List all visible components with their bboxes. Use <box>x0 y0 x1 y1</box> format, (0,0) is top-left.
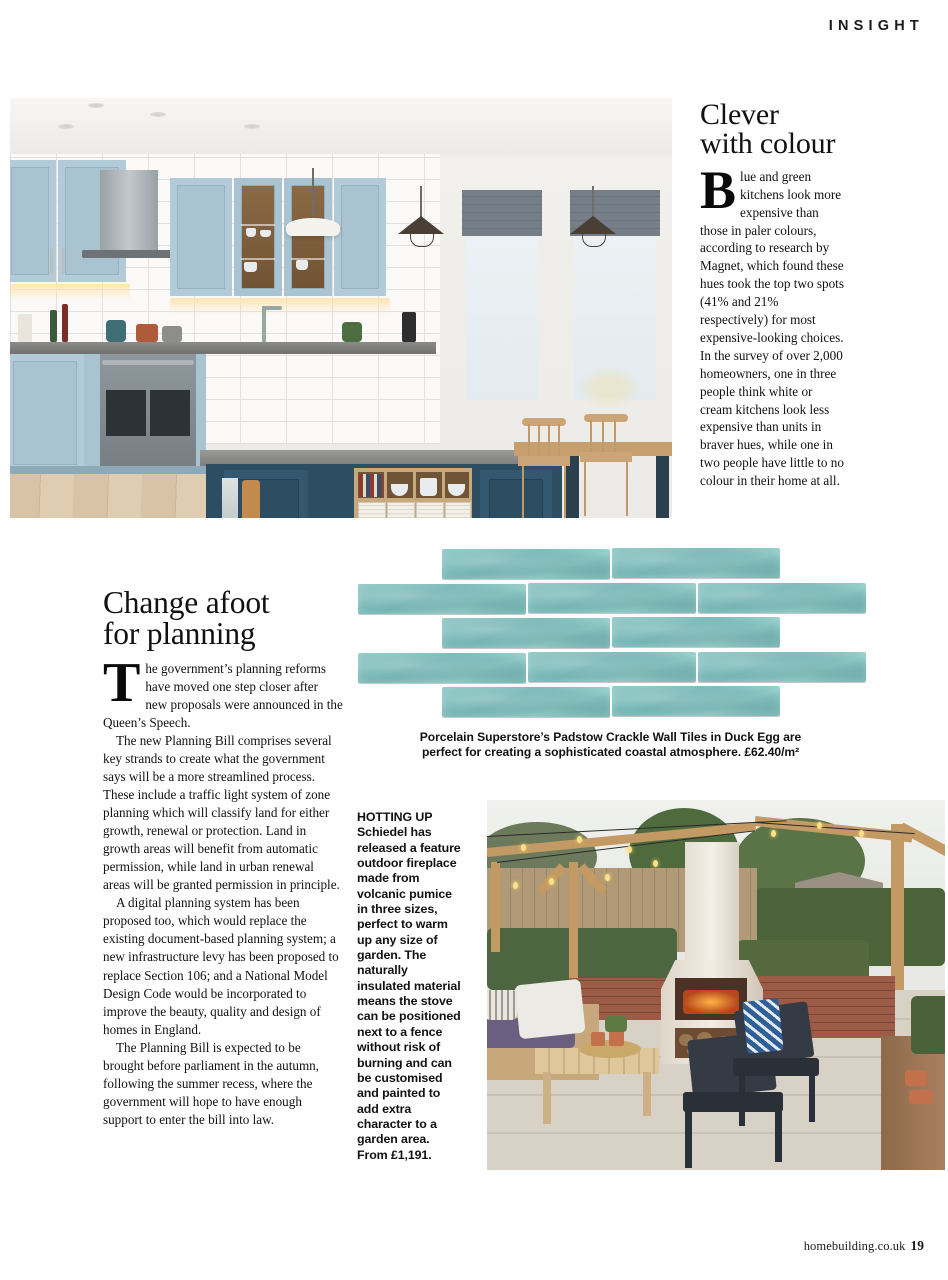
storage-basket <box>358 502 386 518</box>
clever-headline <box>700 100 846 159</box>
wall-tile <box>442 618 610 648</box>
clever-headline-line1: Clever <box>700 98 779 131</box>
table-leg <box>643 1072 651 1116</box>
base-cabinet <box>10 354 84 472</box>
hotting-up-sidebar <box>357 810 461 1163</box>
planning-headline-line1: Change afoot <box>103 585 270 620</box>
cabinet-shelf <box>241 224 275 226</box>
flowers <box>576 366 642 410</box>
oven-door <box>106 390 146 436</box>
countertop-plant <box>342 322 362 342</box>
wall-tile <box>612 548 780 578</box>
countertop-pan <box>136 324 158 342</box>
chair-spindle <box>558 424 560 458</box>
island-door <box>480 470 552 518</box>
clever-with-colour-article <box>700 100 846 490</box>
extractor-hood-lip <box>82 250 180 258</box>
drop-cap: T <box>103 651 141 714</box>
kitchen-tap <box>262 306 266 342</box>
chair-leg <box>739 1074 745 1126</box>
roman-blind <box>462 190 542 236</box>
planning-paragraph-2: The new Planning Bill comprises several key strands to create what the government says will be a more streamlined process. These include a traffic light system of zone planning which will classify land for either growth, renewal or protection. Land in growth areas will benefit from automatic permission, while land in urban renewal areas will be granted permission in principle. <box>103 732 340 893</box>
storage-basket <box>445 502 471 518</box>
planning-paragraph-4: The Planning Bill is expected to be brought before parliament in the autumn, following the summer recess, where the government will hope to have enough support to enter the bill into law. <box>103 1039 320 1127</box>
scatter-cushion <box>742 998 783 1053</box>
fireplace-chimney <box>685 842 739 962</box>
storage-basket <box>416 502 444 518</box>
fire <box>683 990 739 1014</box>
folio <box>0 1238 924 1254</box>
cookbooks <box>359 474 383 497</box>
crockery <box>244 262 257 272</box>
kitchen-ceiling <box>10 98 672 156</box>
countertop-bottle <box>50 310 57 342</box>
countertop-coffee-press <box>402 312 416 342</box>
planning-paragraph-1-text: he government’s planning reforms have moved one step closer after new proposals were announced in the Queen’s Speech. <box>103 660 343 730</box>
potted-plant <box>605 1016 627 1032</box>
tile-caption: Porcelain Superstore’s Padstow Crackle Wall Tiles in Duck Egg are perfect for creating a sophisticated coastal atmosphere. £62.40/m² <box>419 730 802 760</box>
countertop-kettle <box>106 320 126 342</box>
cabinet-handle-icon <box>50 248 53 274</box>
planning-paragraph-1 <box>103 651 343 732</box>
folio-website: homebuilding.co.uk <box>803 1239 906 1253</box>
wall-tile <box>358 584 526 614</box>
festoon-bulb <box>627 846 632 853</box>
planning-headline <box>103 585 343 651</box>
chair-leg <box>522 466 524 518</box>
wall-tiles-photo <box>350 545 880 725</box>
planning-body-text <box>103 651 343 1129</box>
garden-fireplace-photo <box>487 800 945 1170</box>
kitchen-tap-spout <box>262 306 282 310</box>
chair-spindle <box>528 424 530 458</box>
hotting-up-text: Schiedel has released a feature outdoor fireplace made from volcanic pumice in three sizes, perfect to warm up any size of garden. The naturally insulated material means the stove can be positioned next to a fence without risk of burning and can be customised and painted to add extra character to a garden area. From £1,191. <box>357 825 461 1162</box>
dining-chair-seat <box>518 456 570 466</box>
storage-basket <box>387 502 415 518</box>
terracotta-pot <box>909 1090 933 1104</box>
wall-tile <box>442 687 610 717</box>
chopping-board <box>242 480 260 518</box>
dining-chair-seat <box>580 452 632 462</box>
wall-tile <box>442 549 610 579</box>
chair-leg <box>584 462 586 516</box>
pergola-post <box>491 862 500 952</box>
range-rail <box>102 360 194 365</box>
chair-leg <box>685 1110 692 1168</box>
festoon-bulb <box>817 822 822 829</box>
crockery <box>260 230 271 237</box>
glass-wall-cabinet <box>284 178 332 296</box>
table-leg <box>543 1072 551 1124</box>
pendant-cord <box>420 186 422 220</box>
festoon-bulb <box>521 844 526 851</box>
downlight-icon <box>88 103 104 108</box>
change-afoot-article <box>103 585 343 1129</box>
clever-body-paragraph: lue and green kitchens look more expensive than those in paler colours, according to research by Magnet, which found these hues took the top two spots (41% and 21% respectively) for most expensive-looking choices. In the survey of over 2,000 homeowners, one in three people think white or cream kitchens look less expensive than units in braver hues, while one in two people have little to no colour in their home at all. <box>700 168 844 489</box>
plant-pot <box>591 1032 605 1046</box>
wall-cabinet <box>334 178 386 296</box>
chair-spindle <box>590 420 592 454</box>
clever-body-text <box>700 159 846 490</box>
festoon-bulb <box>653 860 658 867</box>
clever-headline-line2: with colour <box>700 127 836 161</box>
downlight-icon <box>244 124 260 129</box>
chair-leg <box>809 1074 815 1122</box>
chair-leg <box>626 462 628 516</box>
planning-headline-line2: for planning <box>103 615 256 651</box>
worktop <box>10 342 436 354</box>
festoon-bulb <box>513 882 518 889</box>
wall-tile <box>698 583 866 613</box>
plant-pot <box>609 1030 624 1046</box>
terracotta-pot <box>905 1070 927 1086</box>
oven-door <box>150 390 190 436</box>
festoon-bulb <box>771 830 776 837</box>
chair-spindle <box>602 420 604 454</box>
scatter-cushion <box>487 990 517 1020</box>
wall-tile <box>698 652 866 682</box>
downlight-icon <box>58 124 74 129</box>
countertop-jar <box>18 314 32 342</box>
running-head: INSIGHT <box>828 18 924 34</box>
glass-wall-cabinet <box>234 178 282 296</box>
dining-chair-seat <box>733 1058 819 1076</box>
extractor-hood <box>100 170 158 252</box>
foliage <box>911 996 945 1054</box>
wall-tile <box>612 617 780 647</box>
countertop-bottle <box>62 304 68 342</box>
wall-tile <box>612 686 780 716</box>
planning-paragraph-3: A digital planning system has been proposed too, which would replace the existing document-based planning system; a new infrastructure levy has been proposed to replace Section 106; and a National Model Design Code would be incorporated to improve the beauty, quality and design of homes in England. <box>103 895 339 1037</box>
festoon-bulb <box>577 836 582 843</box>
throw-blanket <box>514 979 585 1040</box>
cabinet-shelf <box>241 258 275 260</box>
base-cabinet <box>84 354 100 472</box>
dining-chair-seat <box>683 1092 783 1112</box>
wall-tile <box>358 653 526 683</box>
wall-tile <box>528 652 696 682</box>
kitchen-photo <box>10 98 672 518</box>
chair-leg <box>564 466 566 518</box>
tea-towel <box>222 478 238 518</box>
chair-spindle <box>548 424 550 458</box>
chair-leg <box>775 1110 782 1162</box>
festoon-bulb <box>859 830 864 837</box>
countertop-pan <box>162 326 182 342</box>
table-leg <box>656 456 669 518</box>
downlight-icon <box>150 112 166 117</box>
pendant-cord <box>312 168 314 224</box>
crockery <box>246 228 256 237</box>
pendant-cord <box>592 186 594 220</box>
jar <box>420 478 437 496</box>
folio-page-number: 19 <box>910 1238 924 1253</box>
pendant-shade <box>286 218 340 236</box>
under-cabinet-lighting <box>10 284 130 300</box>
drop-cap: B <box>700 159 737 220</box>
wall-tile <box>528 583 696 613</box>
hotting-up-kicker: HOTTING UP <box>357 810 433 824</box>
chair-spindle <box>538 424 540 458</box>
festoon-bulb <box>549 878 554 885</box>
festoon-bulb <box>605 874 610 881</box>
wall-cabinet <box>170 178 232 296</box>
cabinet-handle-icon <box>62 248 65 274</box>
chair-spindle <box>614 420 616 454</box>
crockery <box>296 260 308 270</box>
